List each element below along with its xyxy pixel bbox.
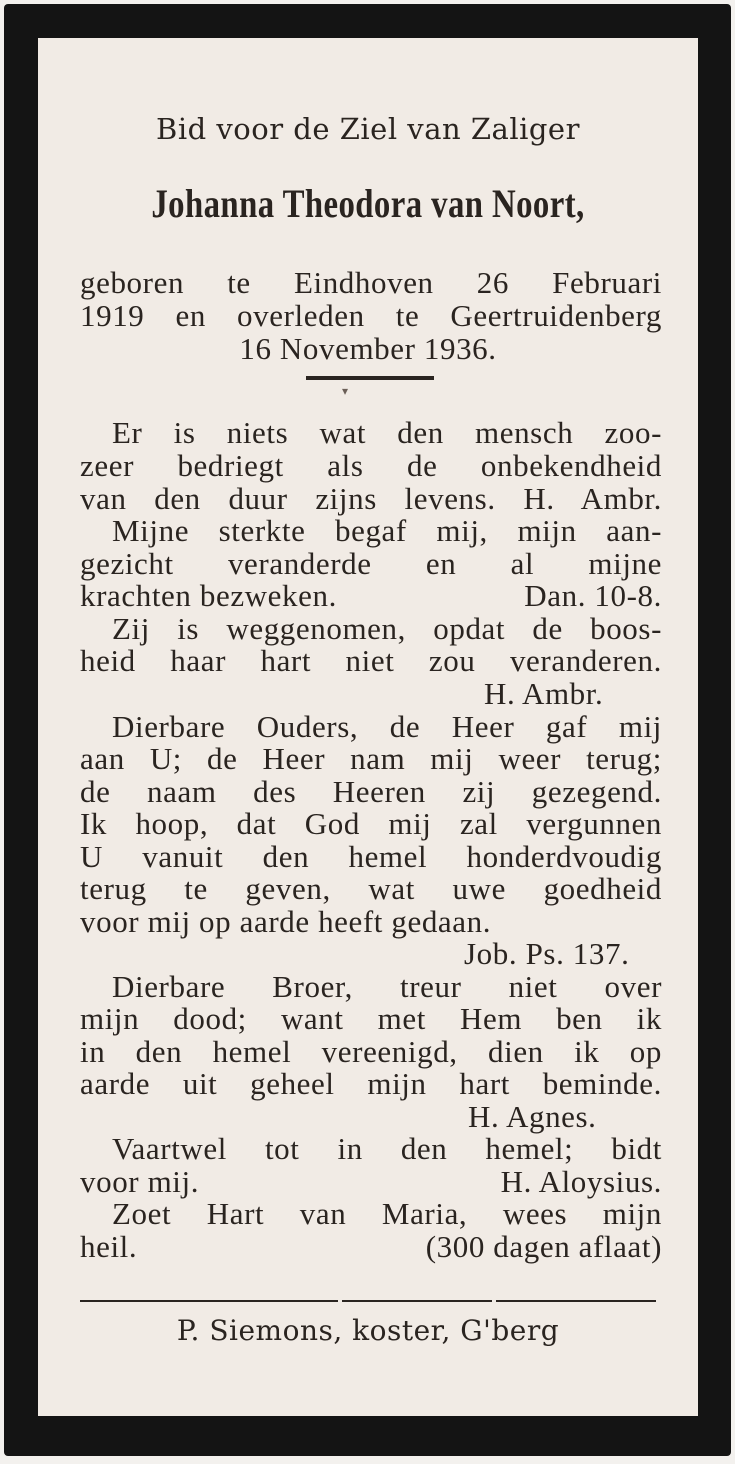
- verse-line: zeer bedriegt als de onbekendheid: [80, 448, 662, 483]
- verse-line: de naam des Heeren zij gezegend.: [80, 774, 662, 809]
- verse-line: mijn dood; want met Hem ben ik: [80, 1001, 662, 1036]
- verse-line: Er is niets wat den mensch zoo-: [112, 415, 662, 450]
- verse-line: Ik hoop, dat God mij zal vergunnen: [80, 806, 662, 841]
- verse-line-with-source: [80, 1230, 662, 1263]
- verse-line: Zoet Hart van Maria, wees mijn: [112, 1196, 662, 1231]
- birth-line-3: 16 November 1936.: [239, 331, 497, 366]
- verse-text: heil.: [80, 1229, 138, 1264]
- verse-source: Dan. 10-8.: [524, 578, 662, 613]
- verse-line: U vanuit den hemel honderdvoudig: [80, 839, 662, 874]
- verse-line: Mijne sterkte begaf mij, mijn aan-: [112, 513, 662, 548]
- verse-source: Job. Ps. 137.: [464, 936, 630, 971]
- deceased-name: Johanna Theodora van Noort,: [151, 181, 585, 226]
- verse-source: H. Aloysius.: [500, 1164, 662, 1199]
- verse-line: Dierbare Ouders, de Heer gaf mij: [112, 709, 662, 744]
- ornament-divider: [306, 376, 434, 380]
- verse-source: H. Ambr.: [484, 676, 604, 711]
- verse-line: gezicht veranderde en al mijne: [80, 546, 662, 581]
- verse-text: krachten bezweken.: [80, 578, 337, 613]
- footer-rule: [496, 1300, 656, 1302]
- verse-line-with-source: [80, 579, 662, 612]
- printer-credit: P. Siemons, koster, G'berg: [176, 1314, 560, 1347]
- indulgence-note: (300 dagen aflaat): [425, 1229, 662, 1264]
- footer-rule: [80, 1300, 338, 1302]
- verse-text: voor mij.: [80, 1164, 200, 1199]
- verse-line: terug te geven, wat uwe goedheid: [80, 871, 662, 906]
- verse-line: Vaartwel tot in den hemel; bidt: [112, 1131, 662, 1166]
- birth-line-1: geboren te Eindhoven 26 Februari: [80, 265, 662, 300]
- verse-line: Zij is weggenomen, opdat de boos-: [112, 611, 662, 646]
- verse-line: in den hemel vereenigd, dien ik op: [80, 1034, 662, 1069]
- verse-line-with-source: [80, 1165, 662, 1198]
- verse-source: H. Agnes.: [468, 1099, 597, 1134]
- verse-line: voor mij op aarde heeft gedaan.: [80, 904, 492, 939]
- verse-line: aan U; de Heer nam mij weer terug;: [80, 741, 662, 776]
- footer-rule: [342, 1300, 492, 1302]
- verse-line: heid haar hart niet zou veranderen.: [80, 643, 662, 678]
- birth-line-2: 1919 en overleden te Geertruidenberg: [80, 298, 662, 333]
- invocation: Bid voor de Ziel van Zaliger: [156, 112, 580, 146]
- ornament-mark: ▾: [342, 384, 349, 398]
- verse-line: van den duur zijns levens. H. Ambr.: [80, 481, 662, 516]
- card-paper: [38, 38, 698, 1416]
- verse-line: Dierbare Broer, treur niet over: [112, 969, 662, 1004]
- verse-line: aarde uit geheel mijn hart beminde.: [80, 1066, 662, 1101]
